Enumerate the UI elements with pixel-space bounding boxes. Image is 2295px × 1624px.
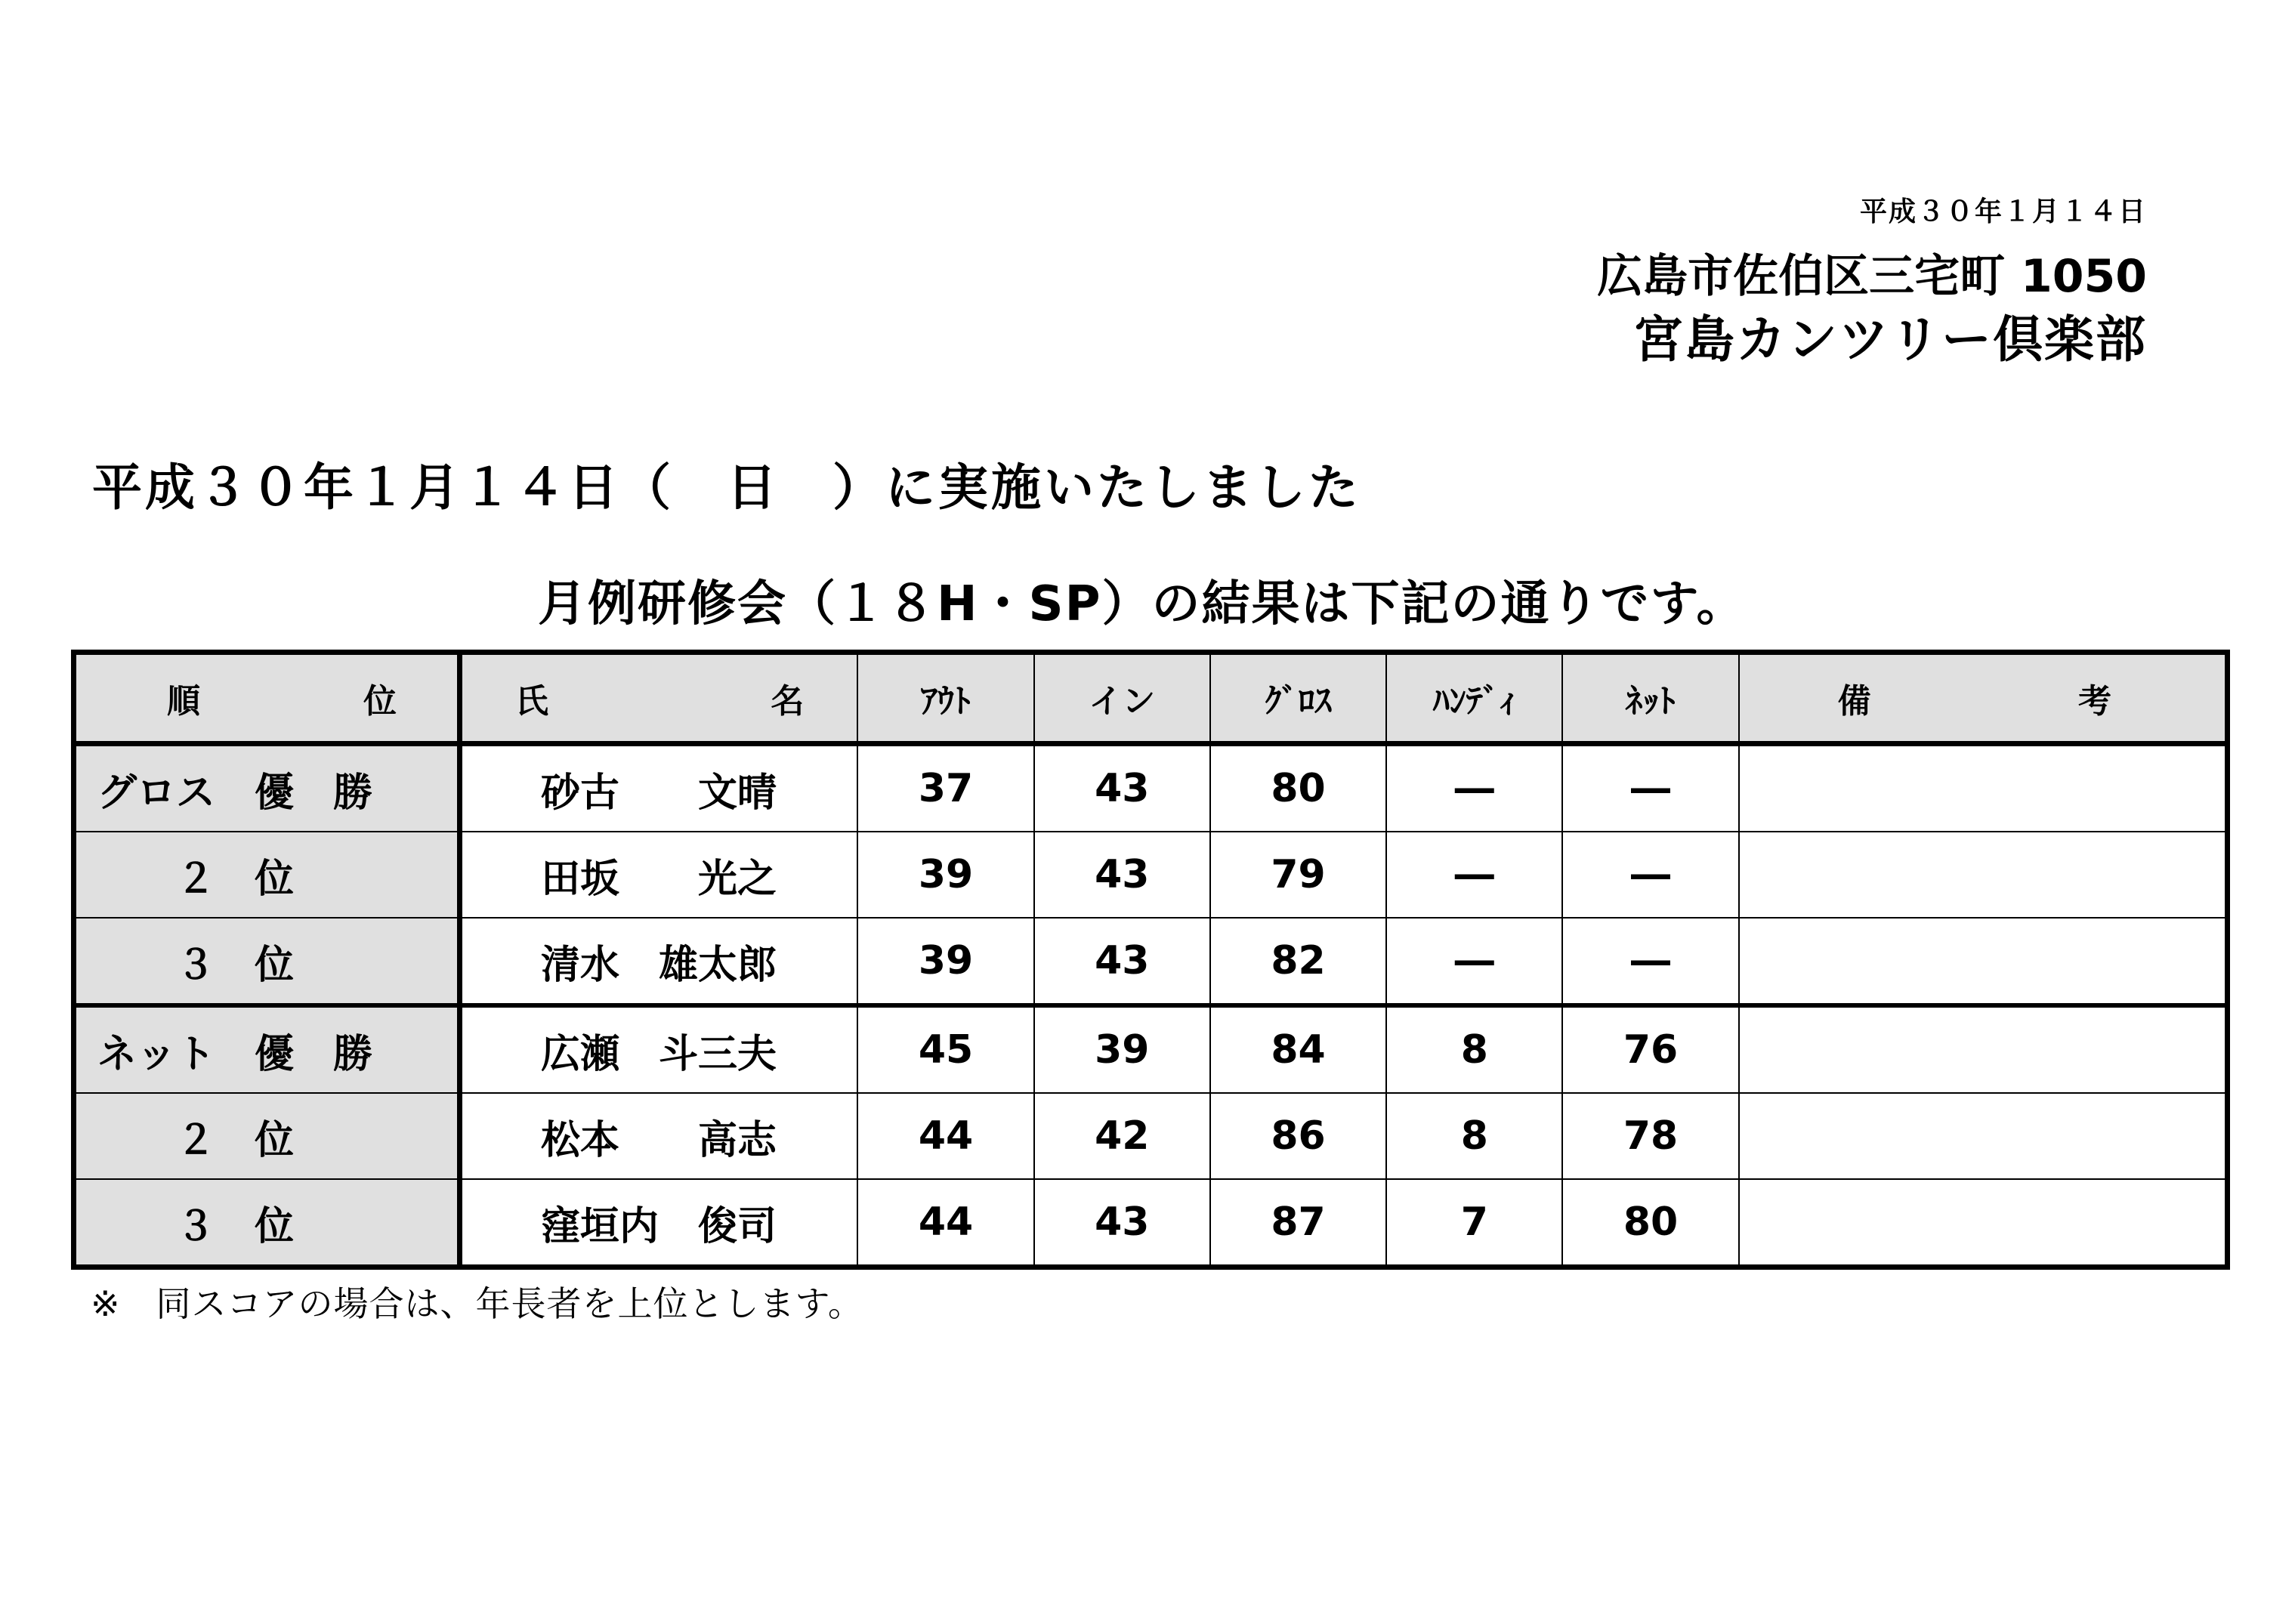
club-name: 宮島カンツリー倶楽部 — [1633, 310, 2147, 369]
net-cell: ― — [1562, 918, 1738, 1005]
name-cell: 広瀬 斗三夫 — [460, 1005, 858, 1093]
gross-cell: 79 — [1210, 832, 1386, 918]
in-cell: 42 — [1034, 1093, 1210, 1179]
header-rank: 順 位 — [74, 653, 460, 744]
out-cell: 45 — [857, 1005, 1033, 1093]
header-in: イン — [1034, 653, 1210, 744]
table-row — [74, 1093, 2228, 1179]
handicap-cell: ― — [1386, 744, 1562, 832]
net-cell: 78 — [1562, 1093, 1738, 1179]
gross-cell: 86 — [1210, 1093, 1386, 1179]
handicap-cell: ― — [1386, 832, 1562, 918]
header-out: ｱｳﾄ — [857, 653, 1033, 744]
name-cell: 松本 高志 — [460, 1093, 858, 1179]
handicap-cell: 8 — [1386, 1005, 1562, 1093]
out-cell: 44 — [857, 1179, 1033, 1267]
remarks-cell — [1739, 1179, 2228, 1267]
header-gross: ｸﾞﾛｽ — [1210, 653, 1386, 744]
gross-cell: 80 — [1210, 744, 1386, 832]
net-cell: 80 — [1562, 1179, 1738, 1267]
handicap-cell: 7 — [1386, 1179, 1562, 1267]
header-name: 氏 名 — [460, 653, 858, 744]
remarks-cell — [1739, 918, 2228, 1005]
rank-cell: ２ 位 — [74, 832, 460, 918]
table-row — [74, 744, 2228, 832]
rank-cell: ネット 優 勝 — [74, 1005, 460, 1093]
intro-sentence: 平成３０年１月１４日（ 日 ）に実施いたしました — [92, 458, 1361, 517]
table-row — [74, 1005, 2228, 1093]
net-cell: ― — [1562, 744, 1738, 832]
header-remarks: 備 考 — [1739, 653, 2228, 744]
header-handicap: ﾊﾝﾃﾞｨ — [1386, 653, 1562, 744]
remarks-cell — [1739, 1093, 2228, 1179]
table-row — [74, 832, 2228, 918]
rank-cell: ２ 位 — [74, 1093, 460, 1179]
results-heading: 月例研修会（１８H・SP）の結果は下記の通りです。 — [538, 576, 1747, 632]
handicap-cell: 8 — [1386, 1093, 1562, 1179]
remarks-cell — [1739, 832, 2228, 918]
in-cell: 39 — [1034, 1005, 1210, 1093]
table-header-row — [74, 653, 2228, 744]
rank-cell: ３ 位 — [74, 1179, 460, 1267]
out-cell: 39 — [857, 918, 1033, 1005]
gross-cell: 82 — [1210, 918, 1386, 1005]
name-cell: 砂古 文晴 — [460, 744, 858, 832]
rank-cell: グロス 優 勝 — [74, 744, 460, 832]
out-cell: 39 — [857, 832, 1033, 918]
out-cell: 37 — [857, 744, 1033, 832]
in-cell: 43 — [1034, 918, 1210, 1005]
header-net: ﾈｯﾄ — [1562, 653, 1738, 744]
name-cell: 窪垣内 俊司 — [460, 1179, 858, 1267]
issue-date: 平成３０年１月１４日 — [1859, 196, 2147, 227]
remarks-cell — [1739, 744, 2228, 832]
remarks-cell — [1739, 1005, 2228, 1093]
table-row — [74, 918, 2228, 1005]
results-table — [71, 650, 2230, 1270]
net-cell: 76 — [1562, 1005, 1738, 1093]
club-address: 広島市佐伯区三宅町 1050 — [1597, 250, 2147, 303]
in-cell: 43 — [1034, 832, 1210, 918]
gross-cell: 84 — [1210, 1005, 1386, 1093]
name-cell: 清水 雄太郎 — [460, 918, 858, 1005]
handicap-cell: ― — [1386, 918, 1562, 1005]
out-cell: 44 — [857, 1093, 1033, 1179]
tie-break-note: ※ 同スコアの場合は、年長者を上位とします。 — [91, 1283, 863, 1324]
name-cell: 田坂 光之 — [460, 832, 858, 918]
gross-cell: 87 — [1210, 1179, 1386, 1267]
table-row — [74, 1179, 2228, 1267]
in-cell: 43 — [1034, 1179, 1210, 1267]
in-cell: 43 — [1034, 744, 1210, 832]
rank-cell: ３ 位 — [74, 918, 460, 1005]
net-cell: ― — [1562, 832, 1738, 918]
